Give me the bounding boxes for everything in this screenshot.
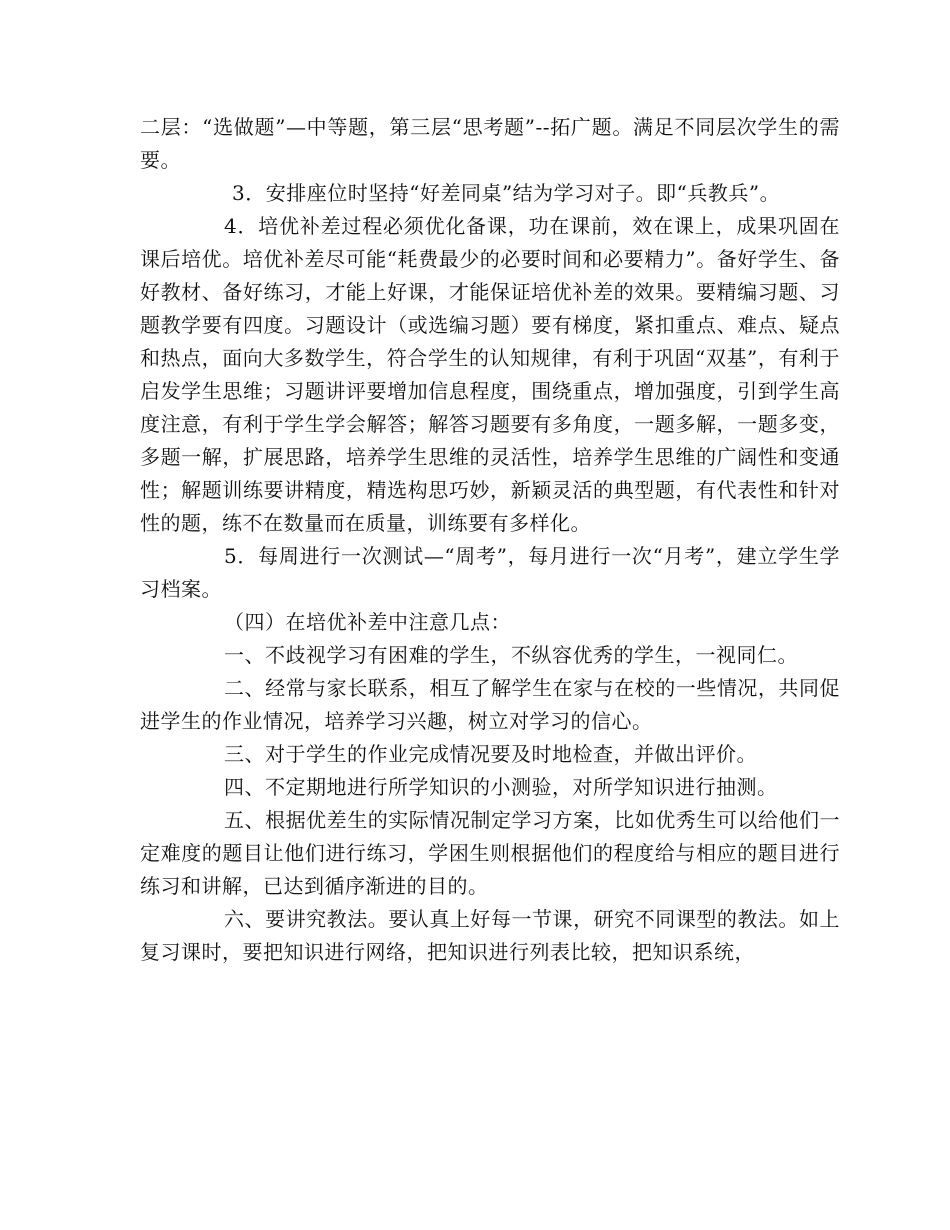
paragraph-item-4: 4．培优补差过程必须优化备课，功在课前，效在课上，成果巩固在课后培优。培优补差尽可能“耗费最少的必要时间和必要精力”。备好学生、备好教材、备好练习，才能上好课，才能保证培优补差的效果。要精编习题、习题教学要有四度。习题设计（或选编习题）要有梯度，紧扣重点、难点、疑点和热点，面向大多数学生，符合学生的认知规律，有利于巩固“双基”，有利于启发学生思维；习题讲评要增加信息程度，围绕重点，增加强度，引到学生高度注意，有利于学生学会解答；解答习题要有多角度，一题多解，一题多变，多题一解，扩展思路，培养学生思维的灵活性，培养学生思维的广阔性和变通性；解题训练要讲精度，精选构思巧妙，新颖灵活的典型题，有代表性和针对性的题，练不在数量而在质量，训练要有多样化。 <box>140 214 840 535</box>
paragraph-item-5: 5．每周进行一次测试—“周考”，每月进行一次“月考”，建立学生学习档案。 <box>140 544 840 601</box>
point-1: 一、不歧视学习有困难的学生，不纵容优秀的学生，一视同仁。 <box>224 643 798 667</box>
point-3: 三、对于学生的作业完成情况要及时地检查，并做出评价。 <box>224 742 757 766</box>
point-4: 四、不定期地进行所学知识的小测验，对所学知识进行抽测。 <box>224 775 778 799</box>
section-heading-4: （四）在培优补差中注意几点： <box>224 610 511 634</box>
document-body <box>140 111 840 969</box>
point-5: 五、根据优差生的实际情况制定学习方案，比如优秀生可以给他们一定难度的题目让他们进行练习，学困生则根据他们的程度给与相应的题目进行练习和讲解，已达到循序渐进的目的。 <box>140 808 840 898</box>
point-2: 二、经常与家长联系，相互了解学生在家与在校的一些情况，共同促进学生的作业情况，培养学习兴趣，树立对学习的信心。 <box>140 676 840 733</box>
point-6: 六、要讲究教法。要认真上好每一节课，研究不同课型的教法。如上复习课时，要把知识进行网络，把知识进行列表比较，把知识系统， <box>140 907 840 964</box>
paragraph-item-3: 3．安排座位时坚持“好差同桌”结为学习对子。即“兵教兵”。 <box>232 181 781 205</box>
paragraph-layer-description: 二层：“选做题”—中等题，第三层“思考题”--拓广题。满足不同层次学生的需要。 <box>140 115 840 172</box>
